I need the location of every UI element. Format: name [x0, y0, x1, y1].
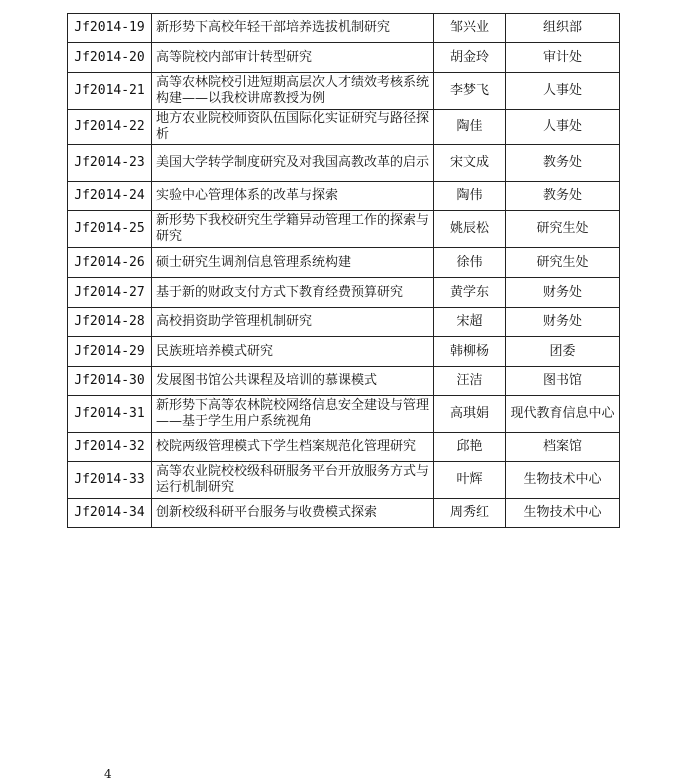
project-leader: 李梦飞 — [434, 73, 506, 110]
table-row — [68, 337, 620, 367]
project-department: 现代教育信息中心 — [506, 396, 620, 433]
table-row — [68, 182, 620, 211]
project-title: 民族班培养模式研究 — [152, 337, 434, 367]
project-id: Jf2014-32 — [68, 433, 152, 462]
project-title: 基于新的财政支付方式下教育经费预算研究 — [152, 278, 434, 308]
project-id: Jf2014-26 — [68, 248, 152, 278]
table-row — [68, 14, 620, 43]
project-title: 校院两级管理模式下学生档案规范化管理研究 — [152, 433, 434, 462]
page-number: 4 — [104, 767, 112, 781]
project-id: Jf2014-29 — [68, 337, 152, 367]
project-leader: 徐伟 — [434, 248, 506, 278]
project-leader: 黄学东 — [434, 278, 506, 308]
table-row — [68, 248, 620, 278]
table-row — [68, 308, 620, 337]
project-id: Jf2014-23 — [68, 145, 152, 182]
table-row — [68, 278, 620, 308]
project-id: Jf2014-20 — [68, 43, 152, 73]
table-row — [68, 462, 620, 499]
project-title: 高等农业院校校级科研服务平台开放服务方式与运行机制研究 — [152, 462, 434, 499]
project-department: 财务处 — [506, 308, 620, 337]
project-leader: 陶佳 — [434, 110, 506, 145]
project-leader: 叶辉 — [434, 462, 506, 499]
table-row — [68, 145, 620, 182]
table-row — [68, 396, 620, 433]
project-title: 创新校级科研平台服务与收费模式探索 — [152, 499, 434, 528]
project-id: Jf2014-19 — [68, 14, 152, 43]
table-row — [68, 43, 620, 73]
project-department: 研究生处 — [506, 211, 620, 248]
project-title: 新形势下高校年轻干部培养选拔机制研究 — [152, 14, 434, 43]
project-title: 实验中心管理体系的改革与探索 — [152, 182, 434, 211]
project-id: Jf2014-33 — [68, 462, 152, 499]
project-id: Jf2014-28 — [68, 308, 152, 337]
project-id: Jf2014-34 — [68, 499, 152, 528]
table-row — [68, 211, 620, 248]
project-leader: 周秀红 — [434, 499, 506, 528]
project-title: 美国大学转学制度研究及对我国高教改革的启示 — [152, 145, 434, 182]
project-department: 研究生处 — [506, 248, 620, 278]
project-id: Jf2014-27 — [68, 278, 152, 308]
project-department: 生物技术中心 — [506, 499, 620, 528]
project-title: 硕士研究生调剂信息管理系统构建 — [152, 248, 434, 278]
project-leader: 陶伟 — [434, 182, 506, 211]
project-leader: 高琪娟 — [434, 396, 506, 433]
project-id: Jf2014-31 — [68, 396, 152, 433]
table-row — [68, 367, 620, 396]
table-row — [68, 73, 620, 110]
project-leader: 胡金玲 — [434, 43, 506, 73]
project-id: Jf2014-30 — [68, 367, 152, 396]
project-leader: 宋文成 — [434, 145, 506, 182]
project-department: 生物技术中心 — [506, 462, 620, 499]
project-leader: 韩柳杨 — [434, 337, 506, 367]
project-department: 财务处 — [506, 278, 620, 308]
project-id: Jf2014-21 — [68, 73, 152, 110]
project-title: 高等院校内部审计转型研究 — [152, 43, 434, 73]
project-id: Jf2014-24 — [68, 182, 152, 211]
project-department: 图书馆 — [506, 367, 620, 396]
project-department: 人事处 — [506, 73, 620, 110]
project-leader: 宋超 — [434, 308, 506, 337]
project-department: 审计处 — [506, 43, 620, 73]
project-department: 教务处 — [506, 145, 620, 182]
project-table — [67, 13, 620, 528]
project-department: 人事处 — [506, 110, 620, 145]
project-title: 高等农林院校引进短期高层次人才绩效考核系统构建——以我校讲席教授为例 — [152, 73, 434, 110]
project-department: 教务处 — [506, 182, 620, 211]
project-leader: 姚辰松 — [434, 211, 506, 248]
project-leader: 汪洁 — [434, 367, 506, 396]
table-row — [68, 110, 620, 145]
project-department: 组织部 — [506, 14, 620, 43]
table-row — [68, 499, 620, 528]
project-leader: 邱艳 — [434, 433, 506, 462]
table-row — [68, 433, 620, 462]
project-department: 档案馆 — [506, 433, 620, 462]
project-title: 发展图书馆公共课程及培训的慕课模式 — [152, 367, 434, 396]
project-title: 新形势下我校研究生学籍异动管理工作的探索与研究 — [152, 211, 434, 248]
project-id: Jf2014-25 — [68, 211, 152, 248]
project-title: 高校捐资助学管理机制研究 — [152, 308, 434, 337]
project-leader: 邹兴业 — [434, 14, 506, 43]
project-id: Jf2014-22 — [68, 110, 152, 145]
project-title: 地方农业院校师资队伍国际化实证研究与路径探析 — [152, 110, 434, 145]
project-title: 新形势下高等农林院校网络信息安全建设与管理——基于学生用户系统视角 — [152, 396, 434, 433]
project-department: 团委 — [506, 337, 620, 367]
